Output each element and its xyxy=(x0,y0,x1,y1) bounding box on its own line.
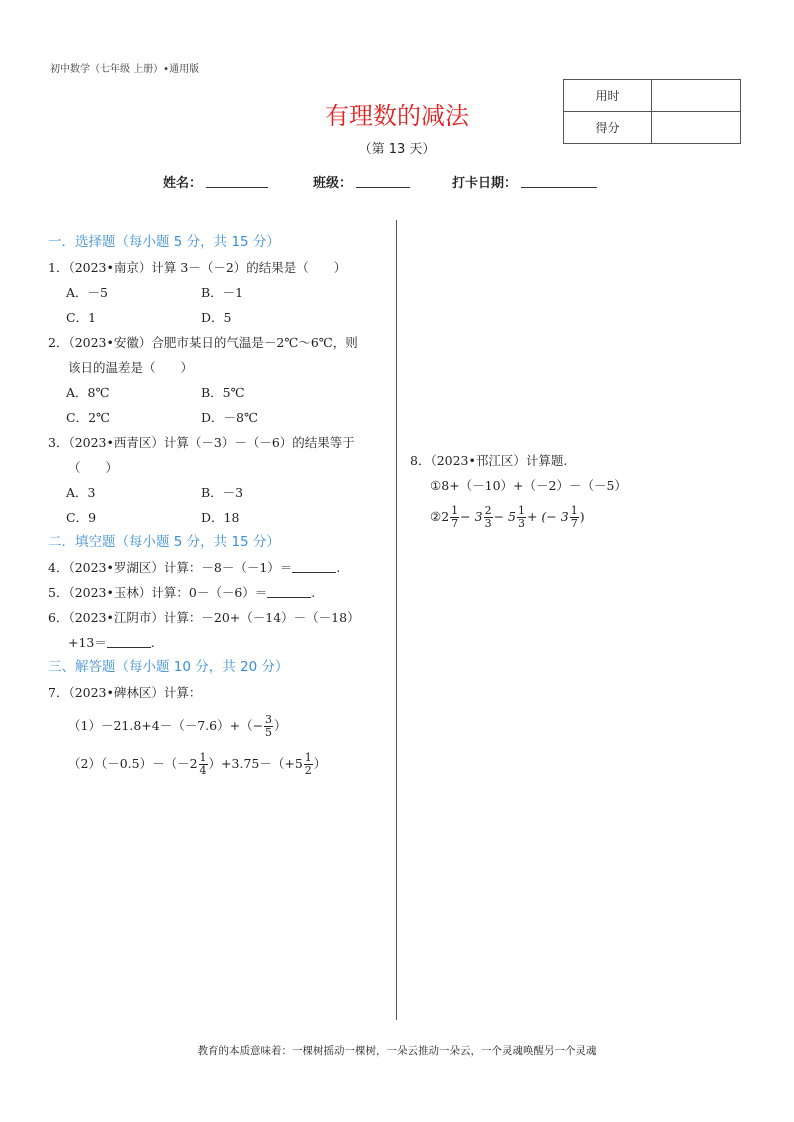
q8-close-paren: ) xyxy=(579,509,585,524)
q8-f2-den: 3 xyxy=(484,517,492,530)
q7-p2-num2: 1 xyxy=(304,751,312,764)
q8-fraction-1 xyxy=(450,505,459,530)
question-4-text: 4．（2023•罗湖区）计算：－8－（－1）＝ xyxy=(48,560,293,575)
q8-p2-start: ②2 xyxy=(430,509,450,524)
q8-op-2: − 5 xyxy=(493,509,516,524)
q8-f3-num: 1 xyxy=(517,504,525,517)
q7-p2-prefix: （2）（－0.5）－（－2 xyxy=(68,756,198,771)
header-note: 初中数学（七年级 上册）•通用版 xyxy=(50,64,200,75)
q7-p2-mid: ）+3.75－（+5 xyxy=(208,756,303,771)
q2-option-a[interactable]: A．8℃ xyxy=(66,385,110,400)
question-3-options-row2 xyxy=(48,505,393,530)
q8-fraction-3 xyxy=(517,505,526,530)
q8-op-3: + (− 3 xyxy=(526,509,569,524)
date-field[interactable] xyxy=(452,172,597,191)
score-label: 得分 xyxy=(564,112,652,144)
class-label: 班级： xyxy=(313,176,353,191)
time-value-cell[interactable] xyxy=(652,80,741,112)
q8-f4-num: 1 xyxy=(570,504,578,517)
q8-op-1: − 3 xyxy=(460,509,483,524)
q5-answer-blank[interactable] xyxy=(267,586,311,598)
section-title-choice: 一．选择题（每小题 5 分，共 15 分） xyxy=(48,234,280,250)
q7-p2-den1: 4 xyxy=(199,764,207,777)
q1-option-c[interactable]: C．1 xyxy=(66,310,97,325)
question-1: 1．（2023•南京）计算 3－（－2）的结果是（ ） xyxy=(48,260,347,275)
class-blank[interactable] xyxy=(356,176,410,188)
q3-option-c[interactable]: C．9 xyxy=(66,510,97,525)
question-4: 4．（2023•罗湖区）计算：－8－（－1）＝ . xyxy=(48,560,341,575)
question-6-line1: 6．（2023•江阴市）计算：－20+（－14）－（－18） xyxy=(48,610,360,625)
question-6-line2: +13＝ . xyxy=(68,635,155,650)
q7-p1-suffix: ） xyxy=(274,718,287,733)
q8-f1-den: 7 xyxy=(451,517,459,530)
question-3-line2: （ ） xyxy=(68,460,119,475)
q8-f4-den: 7 xyxy=(570,517,578,530)
q3-option-d[interactable]: D．18 xyxy=(201,510,240,525)
question-2-options-row1 xyxy=(48,380,393,405)
question-2-line2: 该日的温差是（ ） xyxy=(68,360,194,375)
question-5-text: 5．（2023•玉林）计算：0－（－6）＝ xyxy=(48,585,268,600)
right-column xyxy=(410,448,755,530)
name-field[interactable] xyxy=(163,172,268,191)
q1-option-b[interactable]: B．－1 xyxy=(201,285,244,300)
q8-f1-num: 1 xyxy=(451,504,459,517)
class-field[interactable] xyxy=(313,172,410,191)
question-7-part-2 xyxy=(48,751,393,777)
page-title: 有理数的减法 xyxy=(325,102,469,130)
score-table xyxy=(563,79,741,144)
time-label: 用时 xyxy=(564,80,652,112)
question-1-options-row1 xyxy=(48,280,393,305)
q7-p1-den: 5 xyxy=(265,726,273,739)
q8-f3-den: 3 xyxy=(517,517,525,530)
q3-option-a[interactable]: A．3 xyxy=(66,485,96,500)
question-3-options-row1 xyxy=(48,480,393,505)
q7-p1-prefix: （1）－21.8+4－（－7.6）+（− xyxy=(68,718,264,733)
q6-answer-blank[interactable] xyxy=(107,636,151,648)
q7-p1-fraction xyxy=(264,714,273,739)
column-divider xyxy=(396,220,397,1020)
footer-quote: 教育的本质意味着：一棵树摇动一棵树，一朵云推动一朵云，一个灵魂唤醒另一个灵魂 xyxy=(197,1045,597,1057)
q7-p2-fraction-2 xyxy=(304,752,313,777)
q1-option-a[interactable]: A．－5 xyxy=(66,285,108,300)
question-7: 7．（2023•碑林区）计算： xyxy=(48,685,202,700)
q7-p1-num: 3 xyxy=(265,713,273,726)
score-value-cell[interactable] xyxy=(652,112,741,144)
question-8-part-2 xyxy=(410,504,755,530)
name-label: 姓名： xyxy=(163,176,203,191)
q8-fraction-2 xyxy=(484,505,493,530)
q2-option-d[interactable]: D．－8℃ xyxy=(201,410,258,425)
q4-answer-blank[interactable] xyxy=(292,561,336,573)
question-2-options-row2 xyxy=(48,405,393,430)
question-8-part-1: ①8+（－10）+（－2）－（－5） xyxy=(430,478,627,493)
q8-f2-num: 2 xyxy=(484,504,492,517)
q7-p2-den2: 2 xyxy=(304,764,312,777)
question-5: 5．（2023•玉林）计算：0－（－6）＝ . xyxy=(48,585,316,600)
question-3-line1: 3．（2023•西青区）计算（－3）－（－6）的结果等于 xyxy=(48,435,355,450)
q7-p2-fraction-1 xyxy=(199,752,208,777)
question-7-part-1 xyxy=(48,713,393,739)
q3-option-b[interactable]: B．－3 xyxy=(201,485,244,500)
page-subtitle: （第 13 天） xyxy=(358,142,436,157)
left-column xyxy=(48,230,393,777)
q2-option-c[interactable]: C．2℃ xyxy=(66,410,111,425)
q8-fraction-4 xyxy=(570,505,579,530)
q7-p2-num1: 1 xyxy=(199,751,207,764)
q1-option-d[interactable]: D．5 xyxy=(201,310,232,325)
q2-option-b[interactable]: B．5℃ xyxy=(201,385,245,400)
question-1-options-row2 xyxy=(48,305,393,330)
question-8: 8．（2023•邗江区）计算题. xyxy=(410,453,568,468)
date-blank[interactable] xyxy=(521,176,597,188)
question-2-line1: 2．（2023•安徽）合肥市某日的气温是－2℃～6℃，则 xyxy=(48,335,358,350)
name-blank[interactable] xyxy=(206,176,268,188)
section-title-fill: 二．填空题（每小题 5 分，共 15 分） xyxy=(48,534,280,550)
section-title-solve: 三、解答题（每小题 10 分，共 20 分） xyxy=(48,659,289,675)
question-6-line2-text: +13＝ xyxy=(68,635,107,650)
q7-p2-suffix: ） xyxy=(313,756,327,771)
date-label: 打卡日期： xyxy=(452,176,518,191)
